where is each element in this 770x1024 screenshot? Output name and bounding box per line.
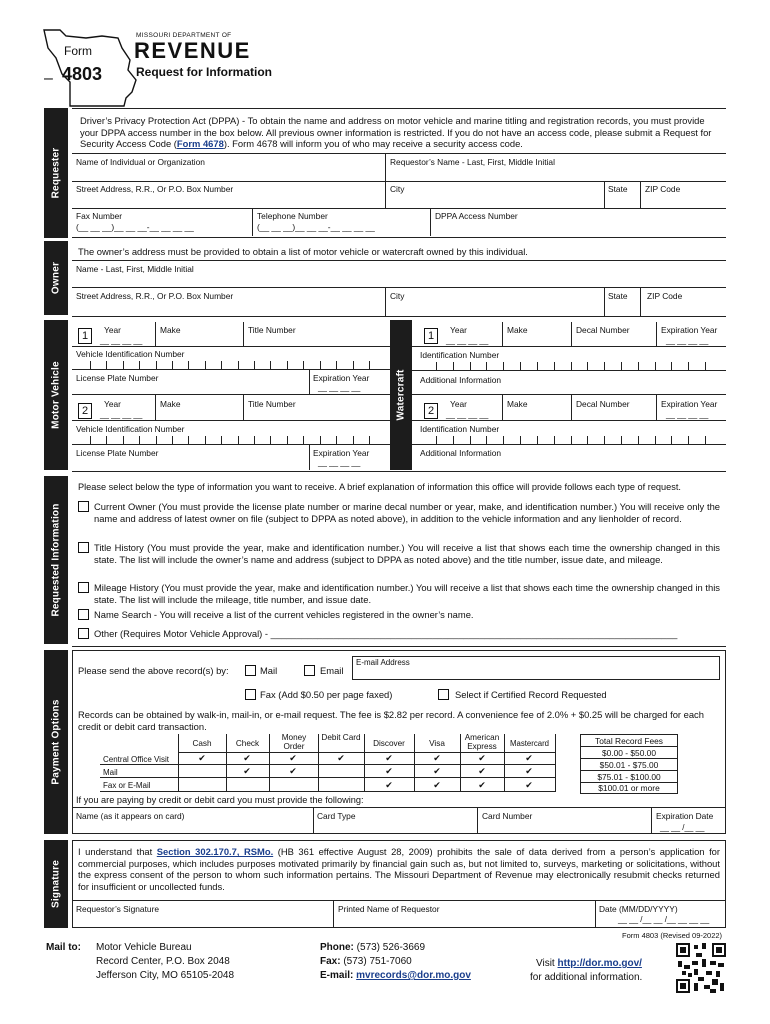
- mv1-vin-label: Vehicle Identification Number: [76, 349, 185, 359]
- mail-checkbox[interactable]: [245, 665, 256, 676]
- wc2-year-label: Year: [450, 399, 467, 409]
- current-owner-checkbox[interactable]: [78, 501, 89, 512]
- rsmo-link[interactable]: Section 302.170.7, RSMo.: [156, 846, 274, 857]
- form-4678-link[interactable]: Form 4678: [176, 138, 224, 150]
- wc2-id-input[interactable]: [436, 436, 706, 444]
- payment-check-mark: ✔: [525, 766, 533, 776]
- owner-note: The owner’s address must be provided to obtain a list of motor vehicle or watercraft owned by this individual.: [78, 246, 528, 257]
- date-label: Date (MM/DD/YYYY): [599, 904, 678, 914]
- requested-info-intro: Please select below the type of information you want to receive. A brief explanation of information this office will provide follows each type of request.: [78, 482, 681, 492]
- motor-vehicle-side-label: Motor Vehicle: [44, 320, 68, 470]
- owner-street-label: Street Address, R.R., Or P.O. Box Number: [76, 291, 234, 301]
- requested-info-side-label: Requested Information: [44, 476, 68, 644]
- name-search-checkbox[interactable]: [78, 609, 89, 620]
- agency-top: MISSOURI DEPARTMENT OF: [136, 32, 232, 39]
- mv1-make-label: Make: [160, 325, 181, 335]
- additional-info-line: for additional information.: [530, 972, 643, 983]
- record-fees-table: [580, 734, 678, 794]
- name-org-input[interactable]: [74, 166, 382, 180]
- mileage-history-checkbox[interactable]: [78, 582, 89, 593]
- fee-row-1: $0.00 - $50.00: [601, 748, 657, 758]
- phone-line: Phone: (573) 526-3669: [320, 942, 426, 953]
- col-cash: Cash: [192, 739, 212, 748]
- payment-check-mark: ✔: [478, 780, 486, 790]
- mv1-vin-input[interactable]: [90, 361, 370, 369]
- wc1-year-input[interactable]: __ __ __ __: [446, 336, 489, 345]
- wc1-make-label: Make: [507, 325, 528, 335]
- wc2-exp-label: Expiration Year: [661, 399, 718, 409]
- payment-check-mark: ✔: [243, 766, 251, 776]
- fax-input[interactable]: (__ __ __)__ __ __-__ __ __ __: [76, 222, 194, 232]
- email-line: E-mail: mvrecords@dor.mo.gov: [320, 970, 471, 981]
- current-owner-option: Current Owner (You must provide the license plate number or marine decal number or year, make, and identification number.) You will receive only the name and address of latest owner on file (subject to DPPA as noted above), in addition to the vehicle information and any lienholder of record.: [94, 501, 720, 524]
- payment-check-mark: ✔: [289, 753, 297, 763]
- fee-row-4: $100.01 or more: [598, 783, 660, 793]
- email-link[interactable]: mvrecords@dor.mo.gov: [356, 970, 471, 981]
- col-money-order: Money Order: [281, 733, 307, 751]
- requester-intro: Driver’s Privacy Protection Act (DPPA) - To obtain the name and address on motor vehicle and marine titling and registration records, you must provide your DPPA access number in the box below. All previous owner information is restricted. If you do not have an access code, please submit a Request for Security Access Code (Form 4678). Form 4678 will inform you of who may receive a security access code.: [80, 115, 712, 150]
- sig-label: Requestor’s Signature: [76, 904, 160, 914]
- requestor-name-label: Requestor’s Name - Last, First, Middle Initial: [390, 157, 555, 167]
- payment-check-mark: ✔: [478, 753, 486, 763]
- wc1-id-input[interactable]: [436, 362, 706, 370]
- card-exp-label: Expiration Date: [656, 811, 714, 821]
- mv1-plate-label: License Plate Number: [76, 373, 159, 383]
- title-history-option: Title History (You must provide the year, make and identification number.) You will receive a list that shows each time the ownership changed in this state. The list will include the owner’s name and address (subject to DPPA as noted above) and the title number, issue date, and mileage.: [94, 542, 720, 565]
- phone-input[interactable]: (__ __ __)__ __ __-__ __ __ __: [257, 222, 375, 232]
- payment-check-mark: ✔: [433, 780, 441, 790]
- row-fax-email: Fax or E-Mail: [103, 781, 151, 790]
- wc2-exp-input[interactable]: __ __ __ __: [666, 410, 709, 419]
- card-type-label: Card Type: [317, 811, 356, 821]
- mv1-exp-input[interactable]: __ __ __ __: [318, 383, 361, 392]
- owner-zip-label: ZIP Code: [647, 291, 683, 301]
- certified-label: Select if Certified Record Requested: [455, 689, 607, 700]
- mv1-title-label: Title Number: [248, 325, 296, 335]
- email-address-label: E-mail Address: [356, 658, 410, 667]
- card-name-label: Name (as it appears on card): [76, 811, 185, 821]
- certified-checkbox[interactable]: [438, 689, 449, 700]
- revision-note: Form 4803 (Revised 09-2022): [622, 931, 723, 940]
- payment-check-mark: ✔: [525, 753, 533, 763]
- address-line-3: Jefferson City, MO 65105-2048: [96, 970, 235, 981]
- date-input[interactable]: __ __ /__ __ /__ __ __ __: [618, 915, 710, 924]
- payment-check-mark: ✔: [478, 766, 486, 776]
- mv2-exp-label: Expiration Year: [313, 448, 370, 458]
- form-header: [30, 22, 330, 112]
- mail-to-label: Mail to:: [46, 942, 81, 953]
- agency-main: REVENUE: [134, 38, 251, 63]
- form-word: Form: [64, 44, 92, 58]
- req-zip-label: ZIP Code: [645, 184, 681, 194]
- owner-name-input[interactable]: [74, 273, 724, 286]
- mileage-history-option: Mileage History (You must provide the year, make and identification number.) You will receive a list that shows each time the ownership changed in this state. The list will include the mileage, title number, and issue date.: [94, 582, 720, 605]
- payment-check-mark: ✔: [433, 753, 441, 763]
- signature-input[interactable]: [74, 913, 330, 927]
- email-label: Email: [320, 665, 344, 676]
- form-title: Request for Information: [136, 65, 273, 79]
- printed-name-input[interactable]: [336, 913, 592, 927]
- mv2-year-label: Year: [104, 399, 121, 409]
- wc1-exp-label: Expiration Year: [661, 325, 718, 335]
- payment-check-mark: ✔: [243, 753, 251, 763]
- mv2-make-label: Make: [160, 399, 181, 409]
- card-number-label: Card Number: [482, 811, 533, 821]
- wc2-number: 2: [424, 403, 438, 419]
- mv2-vin-input[interactable]: [90, 436, 370, 444]
- other-option: Other (Requires Motor Vehicle Approval) - ______________________________________________________________________________: [94, 628, 678, 639]
- req-city-label: City: [390, 184, 405, 194]
- signature-side-label: Signature: [44, 840, 68, 928]
- mv2-title-label: Title Number: [248, 399, 296, 409]
- requestor-name-input[interactable]: [388, 166, 722, 180]
- dppa-input[interactable]: [432, 208, 726, 236]
- mv1-exp-label: Expiration Year: [313, 373, 370, 383]
- signature-statement: I understand that Section 302.170.7, RSMo. (HB 361 effective August 28, 2009) prohibits the sale of data derived from a person’s application for commercial purposes, which includes purposes motivated primarily by financial gain such as, but not limited to, surveys, marketing or solicitations, without the express consent of the person to whom such information pertains. The Missouri Department of Revenue may electronically resubmit checks returned for insufficient or uncollected funds.: [78, 846, 721, 892]
- dor-website-link[interactable]: http://dor.mo.gov/: [557, 958, 642, 969]
- wc1-id-label: Identification Number: [420, 350, 500, 360]
- col-check: Check: [235, 739, 260, 748]
- req-street-label: Street Address, R.R., Or P.O. Box Number: [76, 184, 234, 194]
- wc2-year-input[interactable]: __ __ __ __: [446, 410, 489, 419]
- mv1-year-label: Year: [104, 325, 121, 335]
- req-street-input[interactable]: [74, 193, 382, 207]
- payment-check-mark: ✔: [289, 766, 297, 776]
- wc1-info-label: Additional Information: [420, 375, 502, 385]
- col-amex: American Express: [464, 733, 500, 751]
- mv2-number: 2: [78, 403, 92, 419]
- owner-name-label: Name - Last, First, Middle Initial: [76, 264, 194, 274]
- fee-text: Records can be obtained by walk-in, mail-in, or e-mail request. The fee is $2.82 per record. A convenience fee of 2.0% + $0.25 will be charged for each credit or debit card transaction.: [78, 709, 704, 732]
- title-history-checkbox[interactable]: [78, 542, 89, 553]
- owner-state-label: State: [608, 291, 628, 301]
- mv1-number: 1: [78, 328, 92, 344]
- payment-check-mark: ✔: [385, 780, 393, 790]
- wc2-id-label: Identification Number: [420, 424, 500, 434]
- card-note: If you are paying by credit or debit card you must provide the following:: [76, 795, 364, 805]
- address-line-1: Motor Vehicle Bureau: [96, 942, 192, 953]
- name-search-option: Name Search - You will receive a list of the current vehicles registered in the owner’s name.: [94, 609, 474, 620]
- payment-method-table: [100, 734, 555, 792]
- phone-label: Telephone Number: [257, 211, 328, 221]
- mv2-exp-input[interactable]: __ __ __ __: [318, 458, 361, 467]
- card-exp-input[interactable]: __ __ /__ __: [660, 823, 705, 832]
- owner-city-label: City: [390, 291, 405, 301]
- col-debit-card: Debit Card: [321, 733, 361, 742]
- fees-header: Total Record Fees: [595, 736, 663, 746]
- mv1-year-input[interactable]: __ __ __ __: [100, 336, 143, 345]
- payment-check-mark: ✔: [385, 766, 393, 776]
- payment-check-mark: ✔: [525, 780, 533, 790]
- fee-row-2: $50.01 - $75.00: [599, 760, 659, 770]
- fax-checkbox[interactable]: [245, 689, 256, 700]
- req-state-label: State: [608, 184, 628, 194]
- printed-name-label: Printed Name of Requestor: [338, 904, 440, 914]
- mv2-year-input[interactable]: __ __ __ __: [100, 410, 143, 419]
- wc2-make-label: Make: [507, 399, 528, 409]
- wc2-info-label: Additional Information: [420, 448, 502, 458]
- row-central-office: Central Office Visit: [103, 755, 169, 764]
- fax-label: Fax Number: [76, 211, 123, 221]
- wc1-year-label: Year: [450, 325, 467, 335]
- payment-check-mark: ✔: [337, 753, 345, 763]
- wc2-decal-label: Decal Number: [576, 399, 630, 409]
- wc1-number: 1: [424, 328, 438, 344]
- email-checkbox[interactable]: [304, 665, 315, 676]
- owner-side-label: Owner: [44, 241, 68, 315]
- mv2-plate-label: License Plate Number: [76, 448, 159, 458]
- form-number: 4803: [62, 64, 103, 84]
- payment-check-mark: ✔: [433, 766, 441, 776]
- col-visa: Visa: [429, 739, 445, 748]
- requester-side-label: Requester: [44, 108, 68, 238]
- form-number-dash: –: [44, 70, 53, 87]
- col-mastercard: Mastercard: [510, 739, 549, 748]
- dppa-label: DPPA Access Number: [435, 211, 518, 221]
- fee-row-3: $75.01 - $100.00: [597, 772, 661, 782]
- fax-line: Fax: (573) 751-7060: [320, 956, 412, 967]
- visit-line: Visit http://dor.mo.gov/: [536, 958, 642, 969]
- mv2-vin-label: Vehicle Identification Number: [76, 424, 185, 434]
- watercraft-side-label: Watercraft: [390, 320, 412, 470]
- payment-check-mark: ✔: [198, 753, 206, 763]
- col-discover: Discover: [373, 739, 405, 748]
- mail-label: Mail: [260, 665, 278, 676]
- address-line-2: Record Center, P.O. Box 2048: [96, 956, 230, 967]
- fax-option-label: Fax (Add $0.50 per page faxed): [260, 689, 393, 700]
- other-checkbox[interactable]: [78, 628, 89, 639]
- wc1-exp-input[interactable]: __ __ __ __: [666, 336, 709, 345]
- name-org-label: Name of Individual or Organization: [76, 157, 205, 167]
- qr-code-icon: [676, 943, 726, 993]
- send-prompt: Please send the above record(s) by:: [78, 665, 229, 676]
- row-mail: Mail: [103, 768, 118, 777]
- payment-check-mark: ✔: [385, 753, 393, 763]
- wc1-decal-label: Decal Number: [576, 325, 630, 335]
- payment-side-label: Payment Options: [44, 650, 68, 834]
